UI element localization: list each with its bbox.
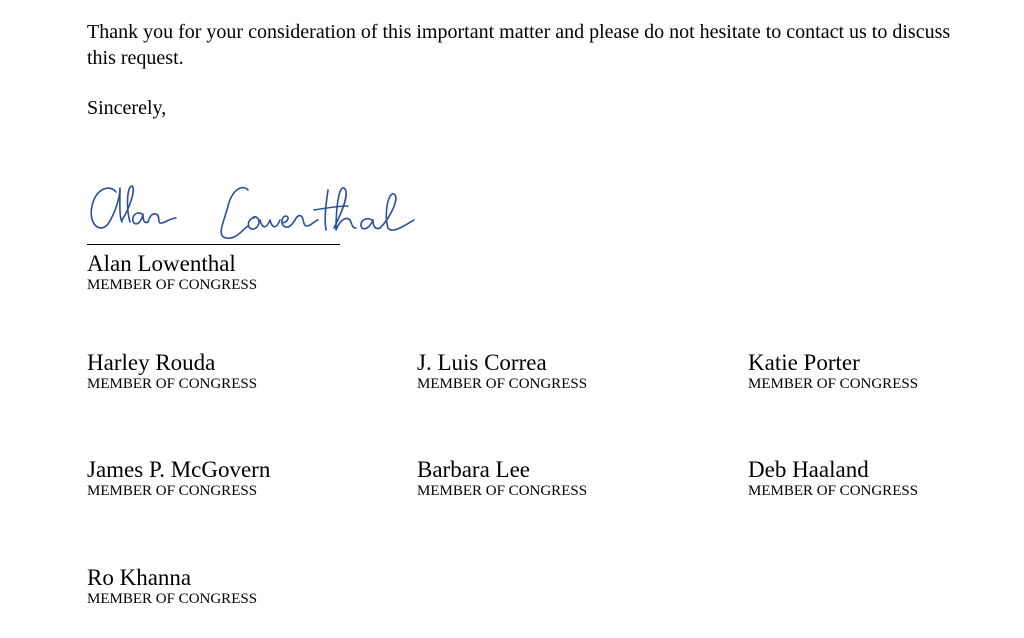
signer-block bbox=[417, 458, 587, 499]
signer-block bbox=[87, 351, 257, 392]
signer-title: MEMBER OF CONGRESS bbox=[748, 483, 919, 499]
signer-block bbox=[417, 351, 587, 392]
signer-name: Barbara Lee bbox=[417, 457, 531, 482]
signer-title: MEMBER OF CONGRESS bbox=[87, 483, 258, 499]
signer-title: MEMBER OF CONGRESS bbox=[417, 376, 588, 392]
signer-name: Deb Haaland bbox=[748, 457, 869, 482]
handwritten-signature bbox=[86, 168, 436, 248]
signer-title: MEMBER OF CONGRESS bbox=[87, 591, 258, 607]
signer-name: James P. McGovern bbox=[87, 457, 271, 482]
signature-line bbox=[87, 244, 340, 245]
signer-name: Ro Khanna bbox=[87, 565, 192, 590]
signer-block bbox=[87, 252, 257, 293]
signer-title: MEMBER OF CONGRESS bbox=[87, 277, 258, 293]
signer-block bbox=[748, 351, 918, 392]
signer-name: J. Luis Correa bbox=[417, 350, 547, 375]
signer-title: MEMBER OF CONGRESS bbox=[87, 376, 258, 392]
signer-name: Katie Porter bbox=[748, 350, 860, 375]
salutation: Sincerely, bbox=[87, 97, 167, 119]
signer-name: Alan Lowenthal bbox=[87, 251, 236, 276]
signer-title: MEMBER OF CONGRESS bbox=[417, 483, 588, 499]
closing-paragraph: Thank you for your consideration of this important matter and please do not hesitate to contact us to discuss this request. bbox=[87, 21, 951, 69]
signer-block bbox=[748, 458, 918, 499]
signer-title: MEMBER OF CONGRESS bbox=[748, 376, 919, 392]
signer-name: Harley Rouda bbox=[87, 350, 216, 375]
signer-block bbox=[87, 566, 257, 607]
signer-block bbox=[87, 458, 270, 499]
